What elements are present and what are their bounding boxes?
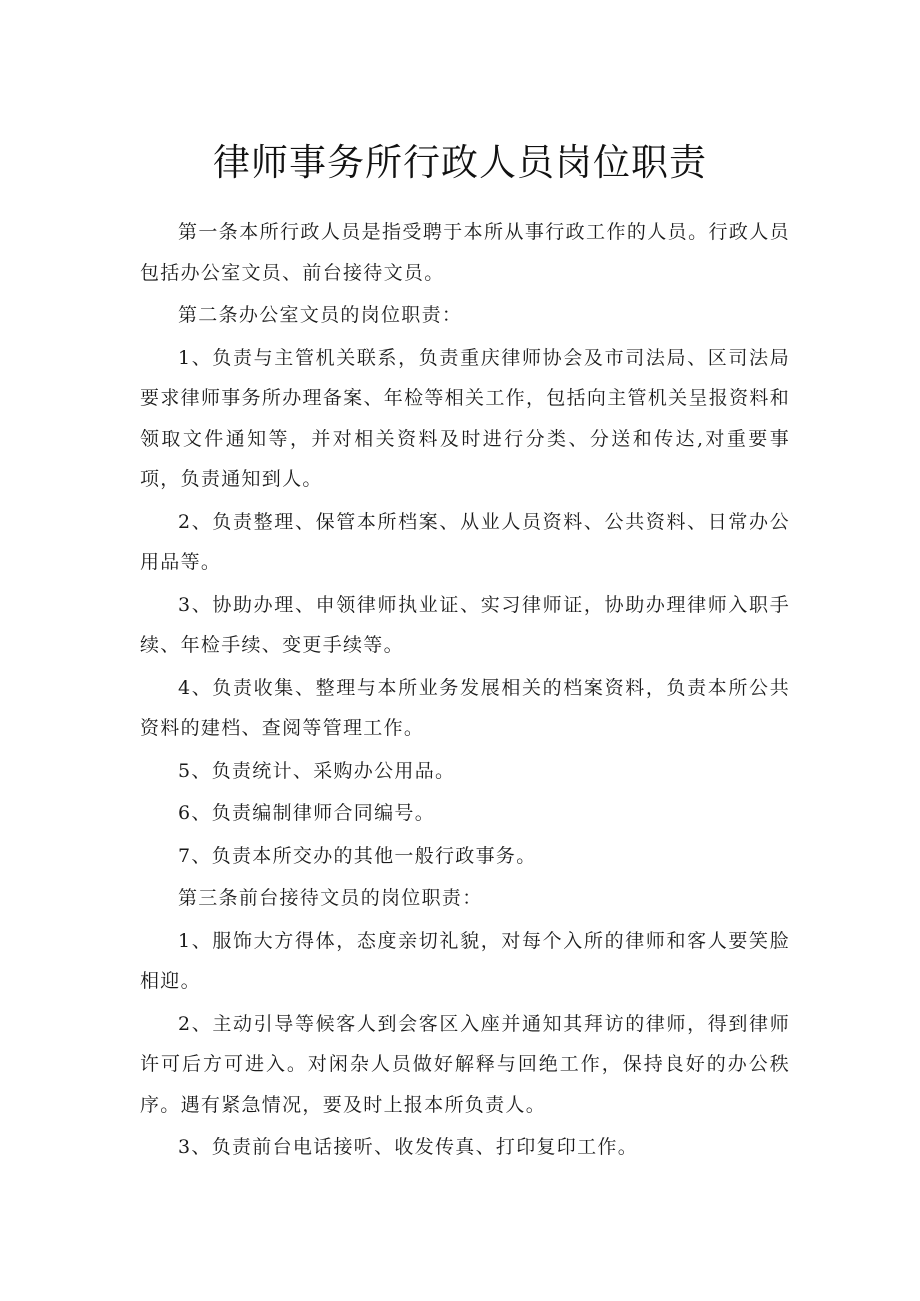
paragraph-office-duty-4: 4、负责收集、整理与本所业务发展相关的档案资料，负责本所公共资料的建档、查阅等管理工作。 bbox=[140, 676, 790, 739]
paragraph-office-duty-6: 6、负责编制律师合同编号。 bbox=[178, 802, 435, 824]
document-body bbox=[140, 212, 790, 1170]
paragraph-reception-duty-3: 3、负责前台电话接听、收发传真、打印复印工作。 bbox=[178, 1136, 638, 1158]
paragraph-reception-duty-1: 1、服饰大方得体，态度亲切礼貌，对每个入所的律师和客人要笑脸相迎。 bbox=[140, 929, 790, 992]
paragraph-office-duty-3: 3、协助办理、申领律师执业证、实习律师证，协助办理律师入职手续、年检手续、变更手续等。 bbox=[140, 593, 790, 656]
paragraph-office-duty-2: 2、负责整理、保管本所档案、从业人员资料、公共资料、日常办公用品等。 bbox=[140, 510, 790, 573]
paragraph-reception-duty-2: 2、主动引导等候客人到会客区入座并通知其拜访的律师，得到律师许可后方可进入。对闲杂人员做好解释与回绝工作，保持良好的办公秩序。遇有紧急情况，要及时上报本所负责人。 bbox=[140, 1012, 790, 1116]
document-title: 律师事务所行政人员岗位职责 bbox=[213, 141, 707, 184]
paragraph-article-2-heading: 第二条办公室文员的岗位职责： bbox=[178, 304, 463, 326]
paragraph-office-duty-5: 5、负责统计、采购办公用品。 bbox=[178, 759, 456, 782]
paragraph-article-3-heading: 第三条前台接待文员的岗位职责： bbox=[178, 887, 483, 909]
paragraph-office-duty-1: 1、负责与主管机关联系，负责重庆律师协会及市司法局、区司法局要求律师事务所办理备案、年检等相关工作，包括向主管机关呈报资料和领取文件通知等，并对相关资料及时进行分类、分送和传达,对重要事项，负责通知到人。 bbox=[140, 346, 790, 490]
paragraph-article-1: 第一条本所行政人员是指受聘于本所从事行政工作的人员。行政人员包括办公室文员、前台接待文员。 bbox=[140, 221, 790, 284]
paragraph-office-duty-7: 7、负责本所交办的其他一般行政事务。 bbox=[178, 844, 537, 867]
